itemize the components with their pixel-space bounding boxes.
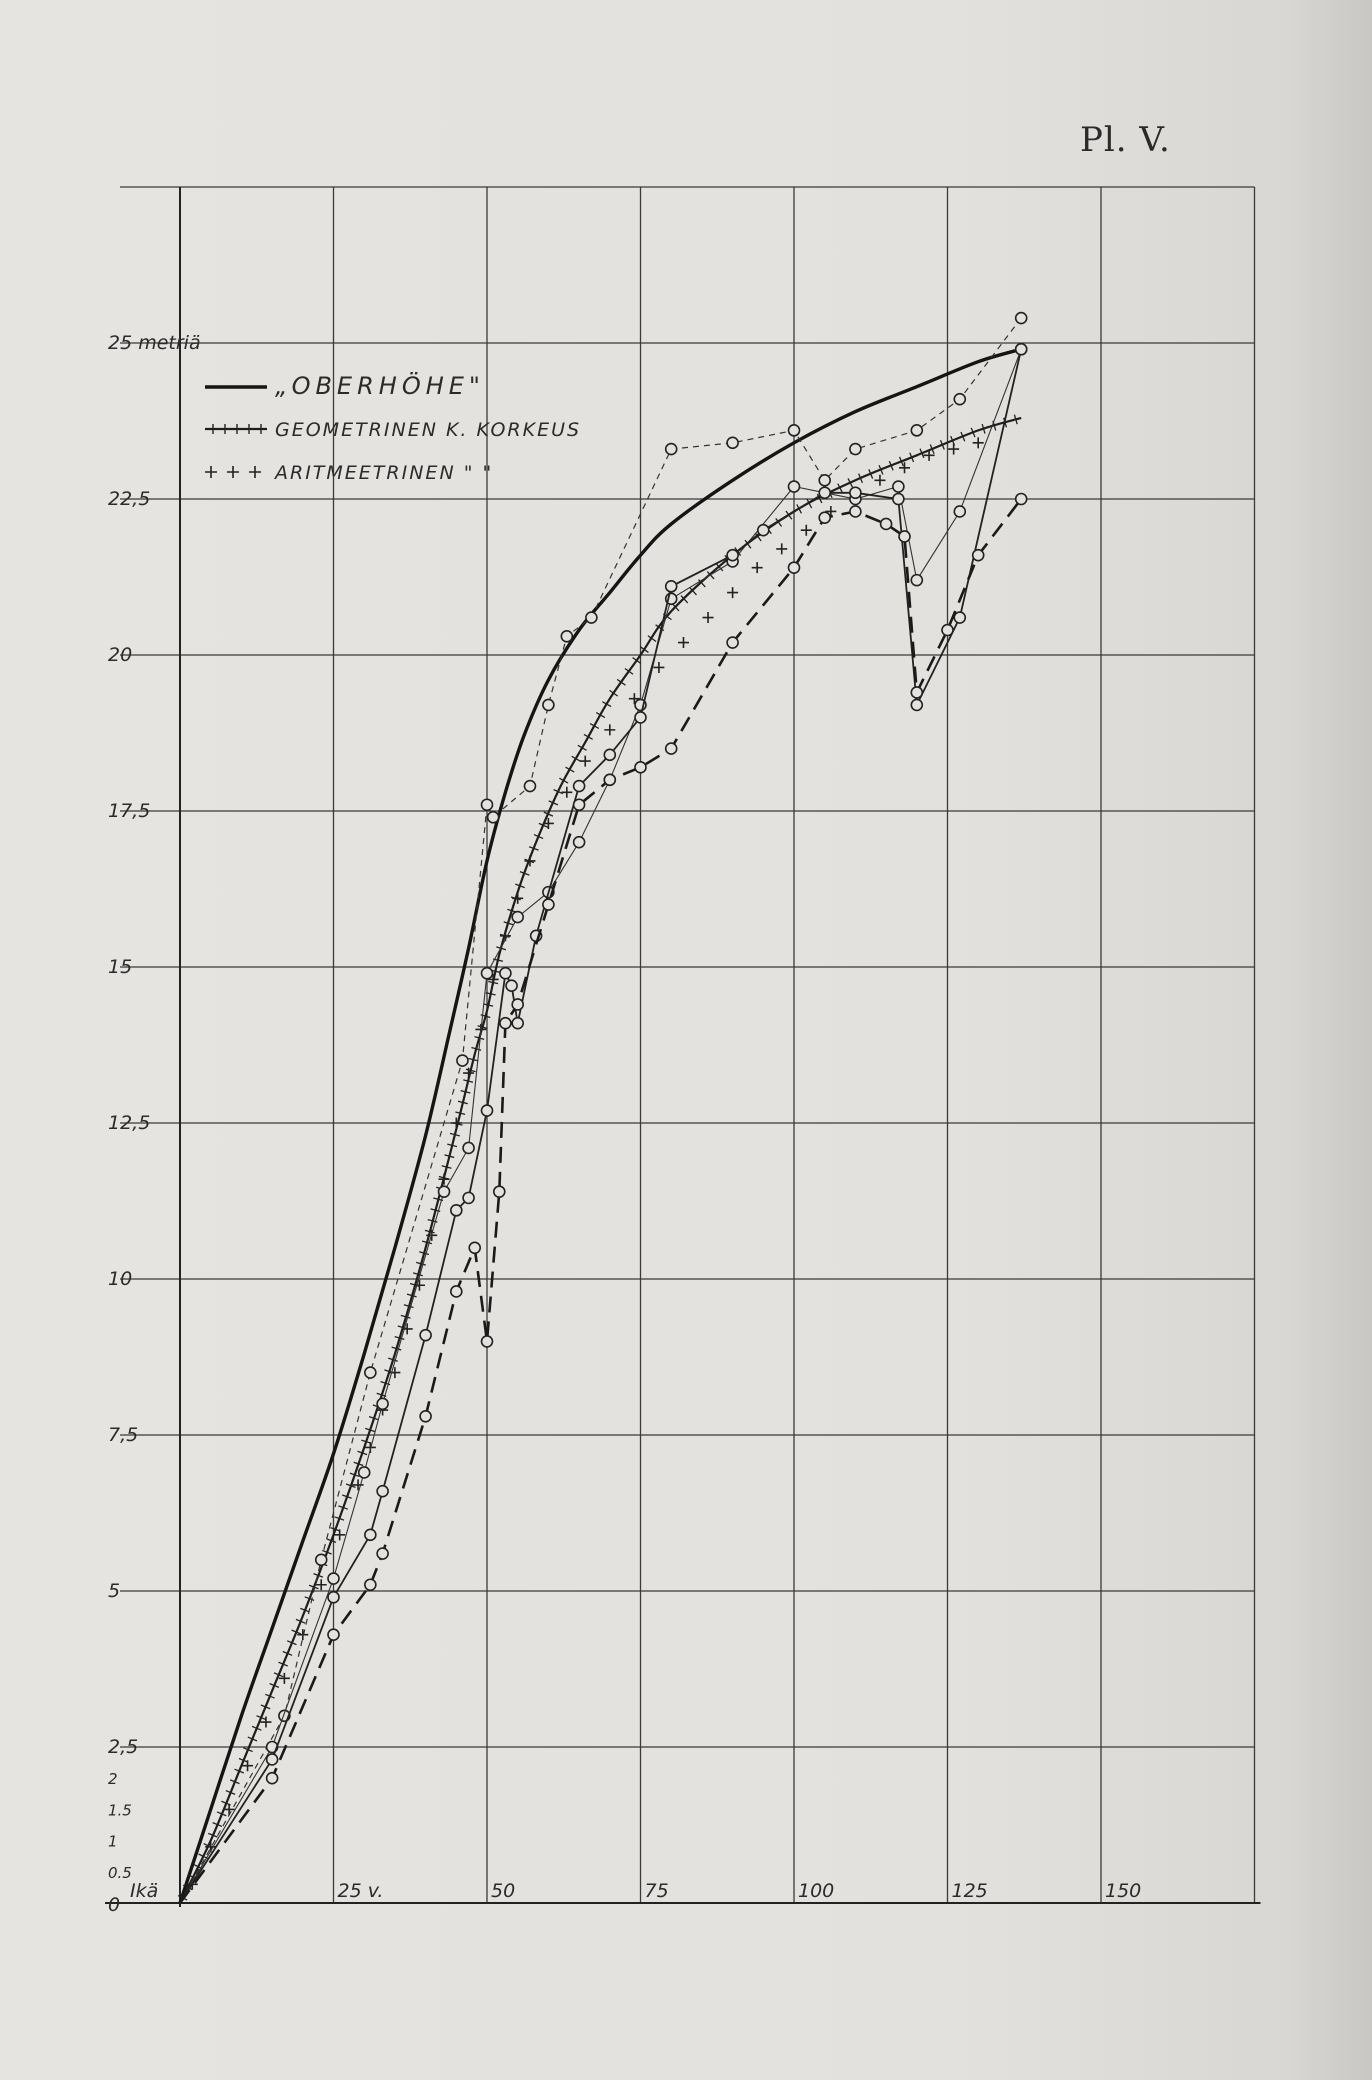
data-point-circle (727, 550, 738, 561)
data-point-circle (365, 1367, 376, 1378)
data-point-cross (279, 1673, 290, 1684)
data-point-cross (561, 787, 572, 798)
stand-line-medium (180, 349, 1021, 1903)
data-point-circle (819, 512, 830, 523)
data-point-circle (365, 1579, 376, 1590)
chart-legend (205, 371, 581, 484)
data-point-circle (1016, 494, 1027, 505)
x-axis-tick-labels (130, 1880, 1141, 1902)
data-point-cross (948, 444, 959, 455)
data-point-circle (482, 799, 493, 810)
data-point-circle (420, 1330, 431, 1341)
stand-line-heavy-dashed (180, 499, 1021, 1903)
data-point-circle (758, 525, 769, 536)
data-point-circle (850, 487, 861, 498)
x-tick-label: 25 v. (337, 1880, 384, 1902)
data-point-circle (574, 837, 585, 848)
data-point-cross (451, 1118, 462, 1129)
data-point-cross (874, 475, 885, 486)
data-point-circle (819, 487, 830, 498)
data-point-cross (678, 637, 689, 648)
data-point-circle (881, 518, 892, 529)
plate-label: Pl. V. (1080, 120, 1171, 160)
data-point-circle (500, 968, 511, 979)
data-point-circle (494, 1186, 505, 1197)
data-point-cross (580, 756, 591, 767)
data-point-circle (469, 1242, 480, 1253)
data-point-circle (789, 425, 800, 436)
data-point-circle (451, 1205, 462, 1216)
legend-swatch-cross (205, 466, 217, 478)
data-point-circle (267, 1754, 278, 1765)
data-point-cross (439, 1174, 450, 1185)
data-point-circle (500, 1018, 511, 1029)
data-point-circle (911, 425, 922, 436)
x-tick-label: Ikä (130, 1880, 159, 1902)
data-point-circle (457, 1055, 468, 1066)
chart-series (178, 313, 1027, 1903)
x-tick-label: 50 (491, 1880, 516, 1902)
data-point-circle (954, 506, 965, 517)
data-point-circle (561, 631, 572, 642)
data-point-circle (316, 1554, 327, 1565)
y-tick-label: 2 (108, 1770, 118, 1789)
x-tick-label: 100 (798, 1880, 835, 1902)
y-tick-label: 2,5 (108, 1736, 139, 1758)
y-tick-label: 12,5 (108, 1112, 151, 1134)
data-point-circle (328, 1592, 339, 1603)
data-point-circle (635, 762, 646, 773)
data-point-circle (850, 506, 861, 517)
data-point-circle (512, 999, 523, 1010)
data-point-circle (328, 1629, 339, 1640)
data-point-circle (506, 980, 517, 991)
data-point-circle (954, 612, 965, 623)
data-point-circle (482, 968, 493, 979)
data-point-circle (543, 899, 554, 910)
y-tick-label: 0.5 (108, 1863, 132, 1882)
data-point-circle (482, 1105, 493, 1116)
x-tick-label: 150 (1105, 1880, 1142, 1902)
data-point-circle (488, 812, 499, 823)
data-point-circle (512, 1018, 523, 1029)
data-point-circle (954, 394, 965, 405)
data-point-circle (893, 494, 904, 505)
data-point-cross (297, 1629, 308, 1640)
chart-axes (105, 187, 1261, 1907)
data-point-circle (911, 699, 922, 710)
data-point-circle (635, 712, 646, 723)
data-point-circle (727, 637, 738, 648)
y-tick-label: 10 (108, 1268, 133, 1290)
curve-hatch-mark (633, 658, 641, 664)
data-point-circle (377, 1548, 388, 1559)
data-point-circle (973, 550, 984, 561)
y-tick-label: 7,5 (108, 1424, 139, 1446)
data-point-cross (776, 543, 787, 554)
data-point-circle (727, 437, 738, 448)
data-point-circle (267, 1773, 278, 1784)
series-4 (180, 313, 1027, 1903)
data-point-circle (911, 575, 922, 586)
legend-swatch-cross (227, 466, 239, 478)
y-tick-label: 15 (108, 956, 133, 978)
y-tick-label: 25 metriä (108, 332, 201, 354)
data-point-circle (604, 774, 615, 785)
data-point-circle (893, 481, 904, 492)
data-point-cross (653, 662, 664, 673)
data-point-circle (377, 1398, 388, 1409)
data-point-circle (524, 781, 535, 792)
data-point-cross (727, 587, 738, 598)
series-2 (178, 415, 1021, 1903)
data-point-cross (801, 525, 812, 536)
data-point-circle (359, 1467, 370, 1478)
data-point-circle (666, 581, 677, 592)
data-point-circle (463, 1192, 474, 1203)
data-point-cross (973, 437, 984, 448)
data-point-circle (789, 562, 800, 573)
stand-line-dashed (180, 318, 1021, 1903)
data-point-circle (586, 612, 597, 623)
y-tick-label: 17,5 (108, 800, 151, 822)
data-point-circle (463, 1142, 474, 1153)
data-point-circle (365, 1529, 376, 1540)
data-point-circle (666, 743, 677, 754)
data-point-circle (942, 625, 953, 636)
data-point-circle (1016, 344, 1027, 355)
legend-swatch-cross (249, 466, 261, 478)
data-point-circle (850, 444, 861, 455)
data-point-circle (911, 687, 922, 698)
y-tick-label: 22,5 (108, 488, 151, 510)
data-point-cross (752, 562, 763, 573)
data-point-circle (482, 1336, 493, 1347)
series-7 (180, 494, 1027, 1904)
data-point-circle (574, 799, 585, 810)
x-tick-label: 125 (951, 1880, 988, 1902)
data-point-circle (1016, 313, 1027, 324)
data-point-circle (420, 1411, 431, 1422)
data-point-circle (899, 531, 910, 542)
data-point-circle (377, 1486, 388, 1497)
legend-entry-label: ARITMEETRINEN " " (275, 462, 494, 484)
y-tick-label: 0 (108, 1894, 121, 1916)
data-point-circle (574, 781, 585, 792)
legend-entry-label: GEOMETRINEN K. KORKEUS (275, 419, 582, 441)
data-point-circle (512, 912, 523, 923)
legend-entry-label: „OBERHÖHE" (275, 372, 485, 400)
data-point-circle (789, 481, 800, 492)
y-tick-label: 1 (108, 1832, 118, 1851)
data-point-circle (604, 749, 615, 760)
data-point-cross (463, 1068, 474, 1079)
y-tick-label: 1.5 (108, 1801, 132, 1820)
data-point-cross (899, 462, 910, 473)
data-point-circle (543, 699, 554, 710)
data-point-circle (328, 1573, 339, 1584)
y-tick-label: 5 (108, 1580, 121, 1602)
data-point-circle (666, 444, 677, 455)
data-point-circle (439, 1186, 450, 1197)
y-axis-tick-labels (108, 332, 201, 1916)
data-point-cross (524, 855, 535, 866)
data-point-cross (703, 612, 714, 623)
data-point-circle (451, 1286, 462, 1297)
x-tick-label: 75 (644, 1880, 669, 1902)
y-tick-label: 20 (108, 644, 133, 666)
geometric-mean-curve (180, 418, 1021, 1903)
data-point-circle (819, 475, 830, 486)
data-point-cross (604, 724, 615, 735)
